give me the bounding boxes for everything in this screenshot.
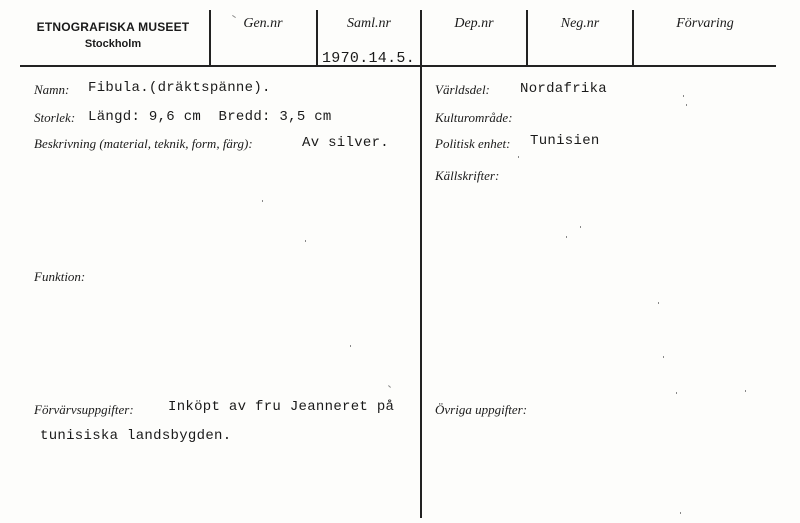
ovriga-uppgifter-label: Övriga uppgifter: — [435, 402, 528, 417]
scan-speck — [686, 104, 687, 106]
varldsdel-label: Världsdel: — [435, 82, 490, 97]
scan-speck — [676, 392, 677, 394]
dep-nr-label: Dep.nr — [454, 16, 494, 31]
namn-value: Fibula.(dräktspänne). — [88, 80, 271, 96]
saml-nr-value: 1970.14.5. — [322, 50, 416, 67]
institution-city: Stockholm — [84, 38, 142, 50]
kulturomrade-label: Kulturområde: — [435, 110, 513, 125]
beskrivning-label: Beskrivning (material, teknik, form, färg): — [34, 136, 253, 151]
scan-speck — [566, 236, 567, 238]
politisk-enhet-label: Politisk enhet: — [435, 136, 511, 151]
scan-speck — [580, 226, 581, 228]
scan-speck — [683, 95, 684, 97]
scan-speck — [680, 512, 681, 514]
forvaring-label: Förvaring — [676, 16, 734, 31]
scan-speck — [262, 200, 263, 202]
scan-speck — [350, 345, 351, 347]
forvarv-label: Förvärvsuppgifter: — [34, 402, 134, 417]
varldsdel-value: Nordafrika — [520, 81, 608, 97]
scan-speck — [658, 302, 659, 304]
scan-speck — [745, 390, 746, 392]
institution-name: ETNOGRAFISKA MUSEET — [36, 20, 190, 34]
kallskrifter-label: Källskrifter: — [435, 168, 500, 183]
gen-nr-label: Gen.nr — [243, 16, 283, 31]
namn-label: Namn: — [34, 82, 70, 97]
neg-nr-label: Neg.nr — [560, 16, 600, 31]
scan-speck — [663, 356, 664, 358]
funktion-label: Funktion: — [34, 269, 86, 284]
storlek-value: Längd: 9,6 cm Bredd: 3,5 cm — [88, 109, 332, 125]
forvarv-value-line1: Inköpt av fru Jeanneret på — [168, 399, 395, 415]
scan-speck — [388, 385, 391, 388]
saml-nr-label: Saml.nr — [347, 16, 391, 31]
politisk-enhet-value: Tunisien — [530, 133, 600, 149]
scan-speck — [518, 156, 519, 158]
forvarv-value-line2: tunisiska landsbygden. — [40, 428, 232, 444]
body-center-divider — [420, 66, 422, 518]
beskrivning-value: Av silver. — [302, 135, 390, 151]
header-divider-1 — [209, 10, 211, 65]
scan-speck — [305, 240, 306, 242]
storlek-label: Storlek: — [34, 110, 76, 125]
institution-block — [18, 20, 208, 50]
